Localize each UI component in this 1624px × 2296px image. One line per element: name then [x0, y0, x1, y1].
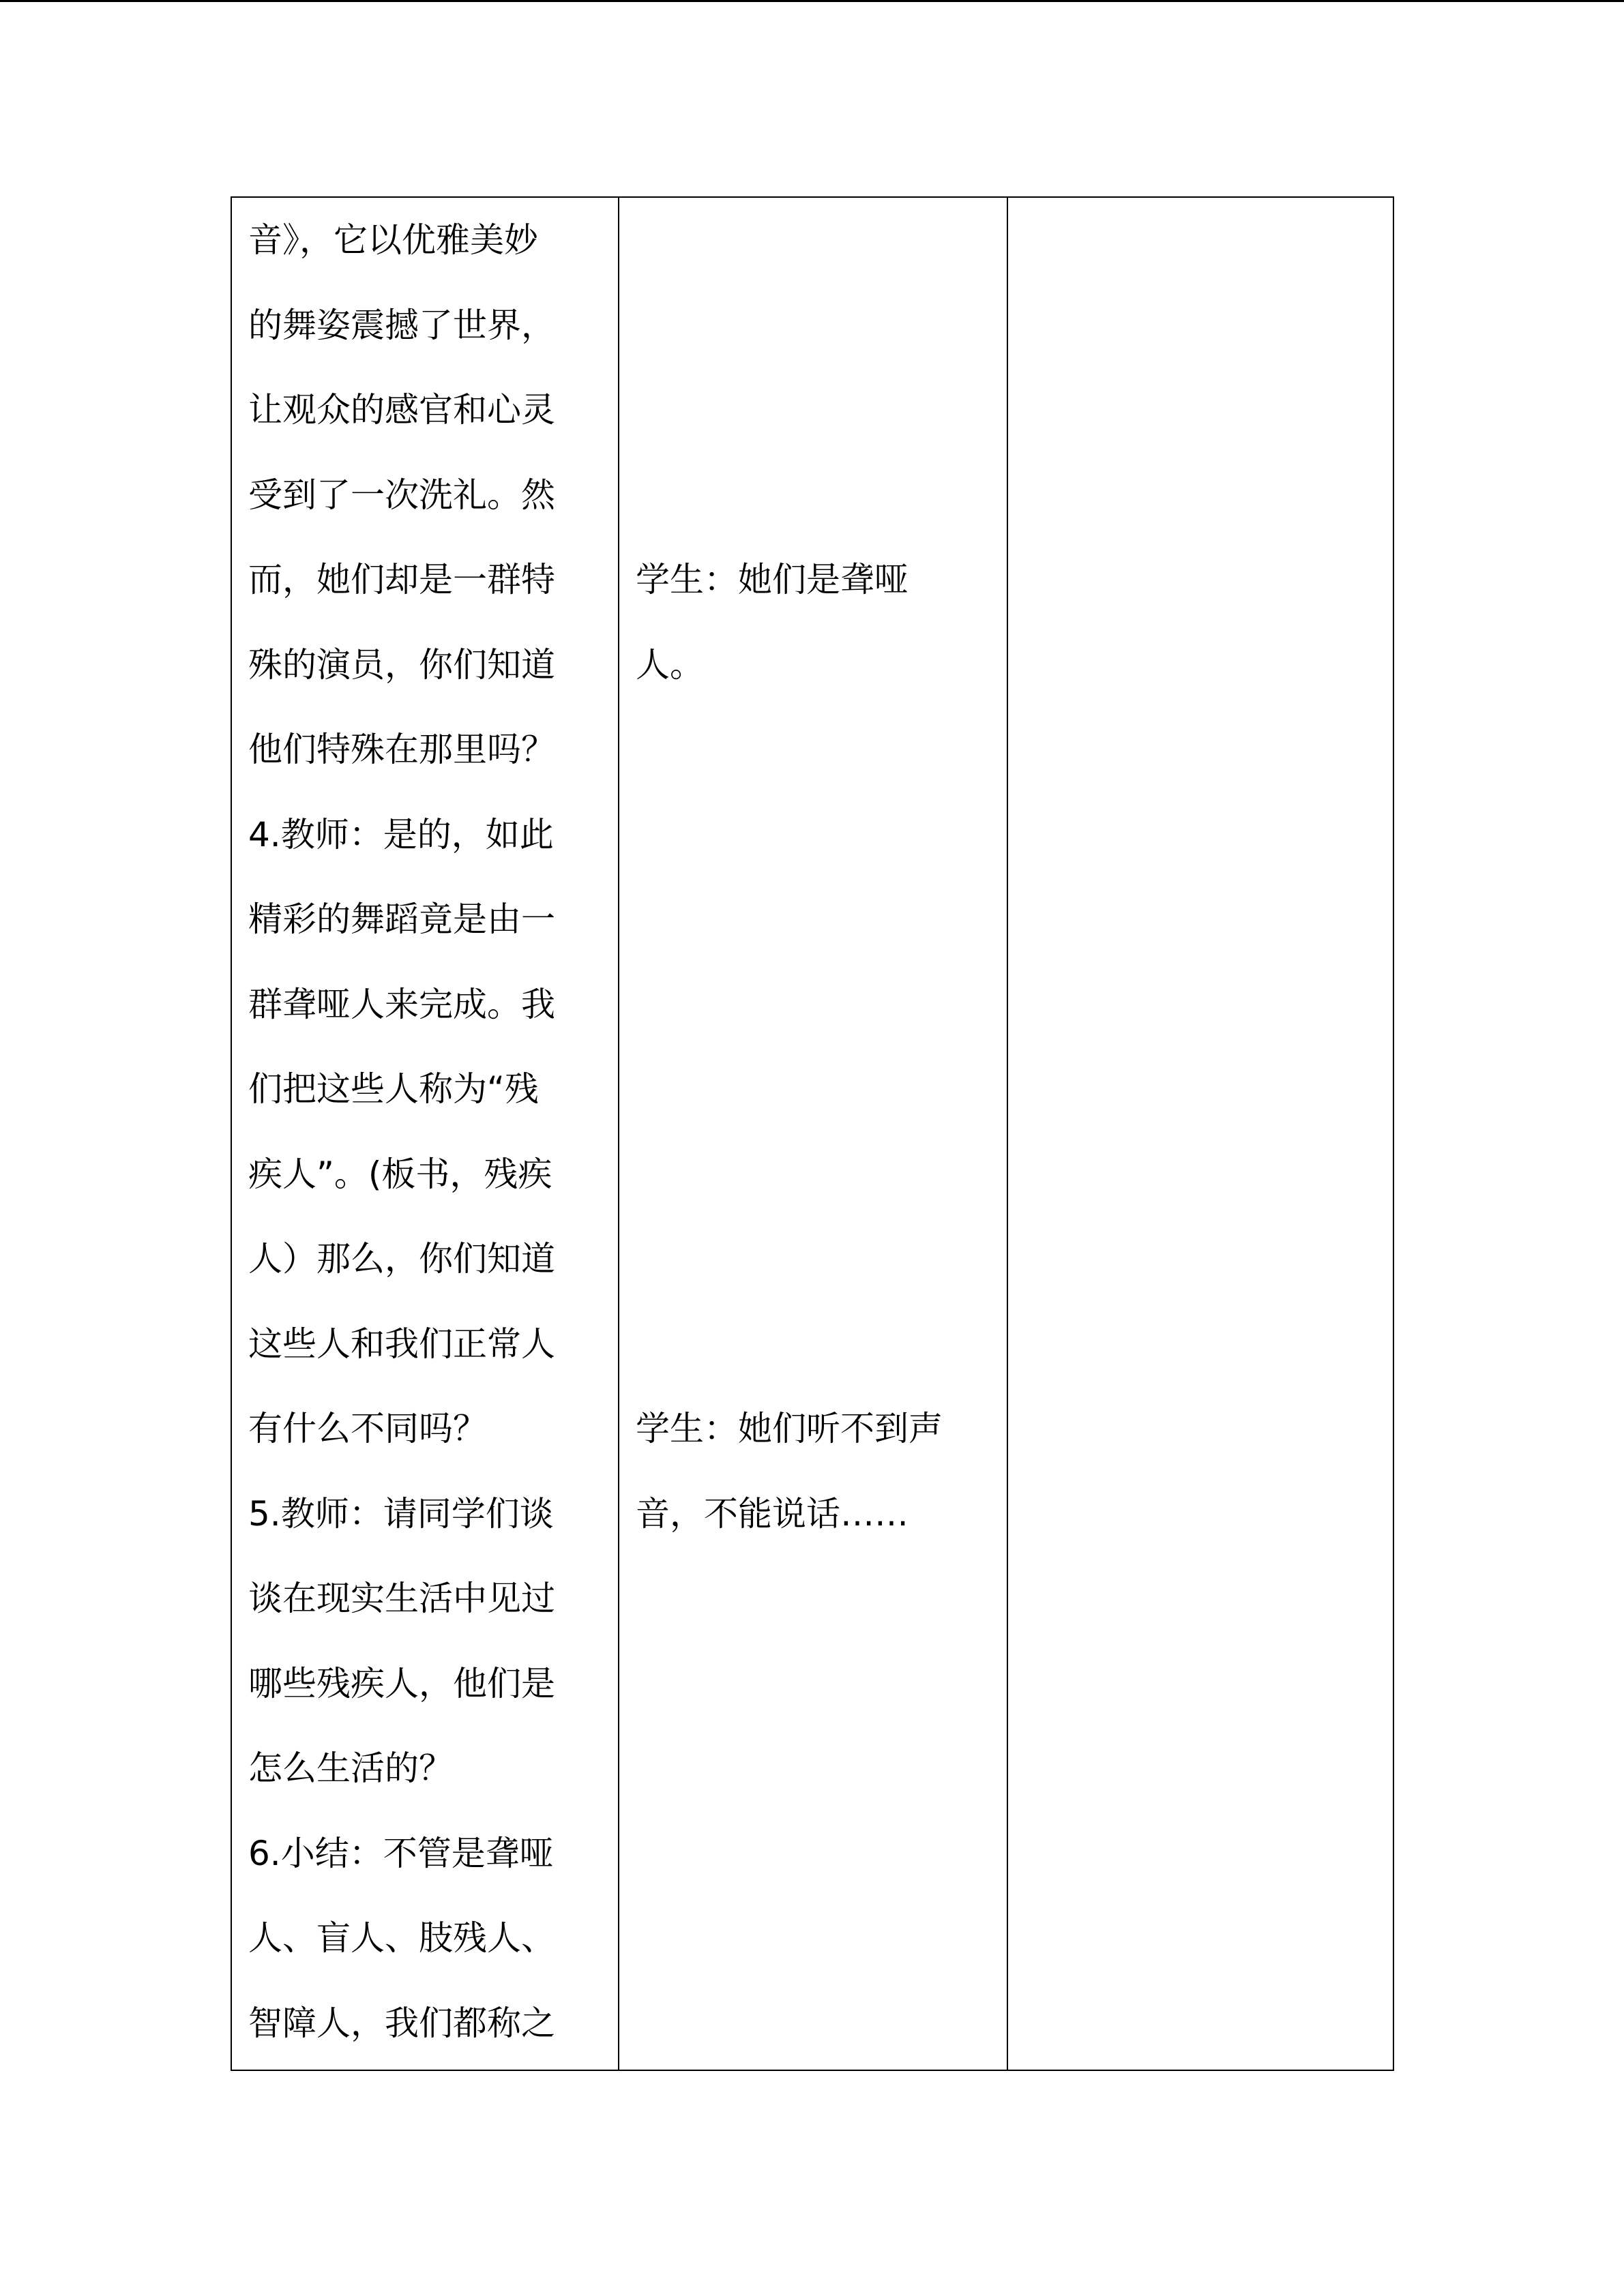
student-text-line: 音，不能说话……	[636, 1493, 909, 1534]
teacher-text-line: 他们特殊在那里吗？	[248, 730, 555, 769]
page-top-border	[0, 0, 1624, 2]
teacher-text-line: 让观众的感官和心灵	[248, 390, 555, 430]
student-activity-column	[619, 198, 1008, 2070]
teacher-text-line: 的舞姿震撼了世界，	[248, 305, 555, 345]
teacher-text-line: 受到了一次洗礼。然	[248, 475, 555, 515]
student-text-line: 学生：她们是聋哑	[636, 560, 909, 599]
teacher-text-line: 这些人和我们正常人	[248, 1324, 555, 1364]
teacher-text-line: 疾人”。(板书，残疾	[248, 1154, 552, 1194]
lesson-plan-table	[231, 196, 1394, 2071]
teacher-text-line: 智障人，我们都称之	[248, 2003, 555, 2043]
teacher-text-line: 6.小结：不管是聋哑	[248, 1833, 554, 1873]
teacher-text-line: 有什么不同吗？	[248, 1409, 487, 1448]
notes-column	[1008, 198, 1393, 2070]
teacher-text-line: 人、盲人、肢残人、	[248, 1918, 555, 1958]
teacher-text-line: 怎么生活的？	[248, 1748, 453, 1788]
teacher-text-line: 音》，它以优雅美妙	[248, 220, 538, 260]
teacher-text-line: 殊的演员，你们知道	[248, 644, 555, 685]
teacher-text-line: 精彩的舞蹈竟是由一	[248, 899, 555, 939]
teacher-text-line: 们把这些人称为“残	[248, 1069, 539, 1109]
teacher-text-line: 4.教师：是的，如此	[248, 814, 554, 854]
student-text-line: 人。	[636, 644, 704, 685]
teacher-text-line: 人）那么，你们知道	[248, 1239, 555, 1279]
teacher-text-line: 群聋哑人来完成。我	[248, 984, 555, 1024]
teacher-text-line: 谈在现实生活中见过	[248, 1579, 555, 1618]
teacher-text-line: 而，她们却是一群特	[248, 560, 555, 599]
teacher-text-line: 5.教师：请同学们谈	[248, 1493, 554, 1534]
teacher-text-line: 哪些残疾人，他们是	[248, 1663, 555, 1703]
student-text-line: 学生：她们听不到声	[636, 1409, 943, 1448]
teacher-activity-column	[232, 198, 619, 2070]
